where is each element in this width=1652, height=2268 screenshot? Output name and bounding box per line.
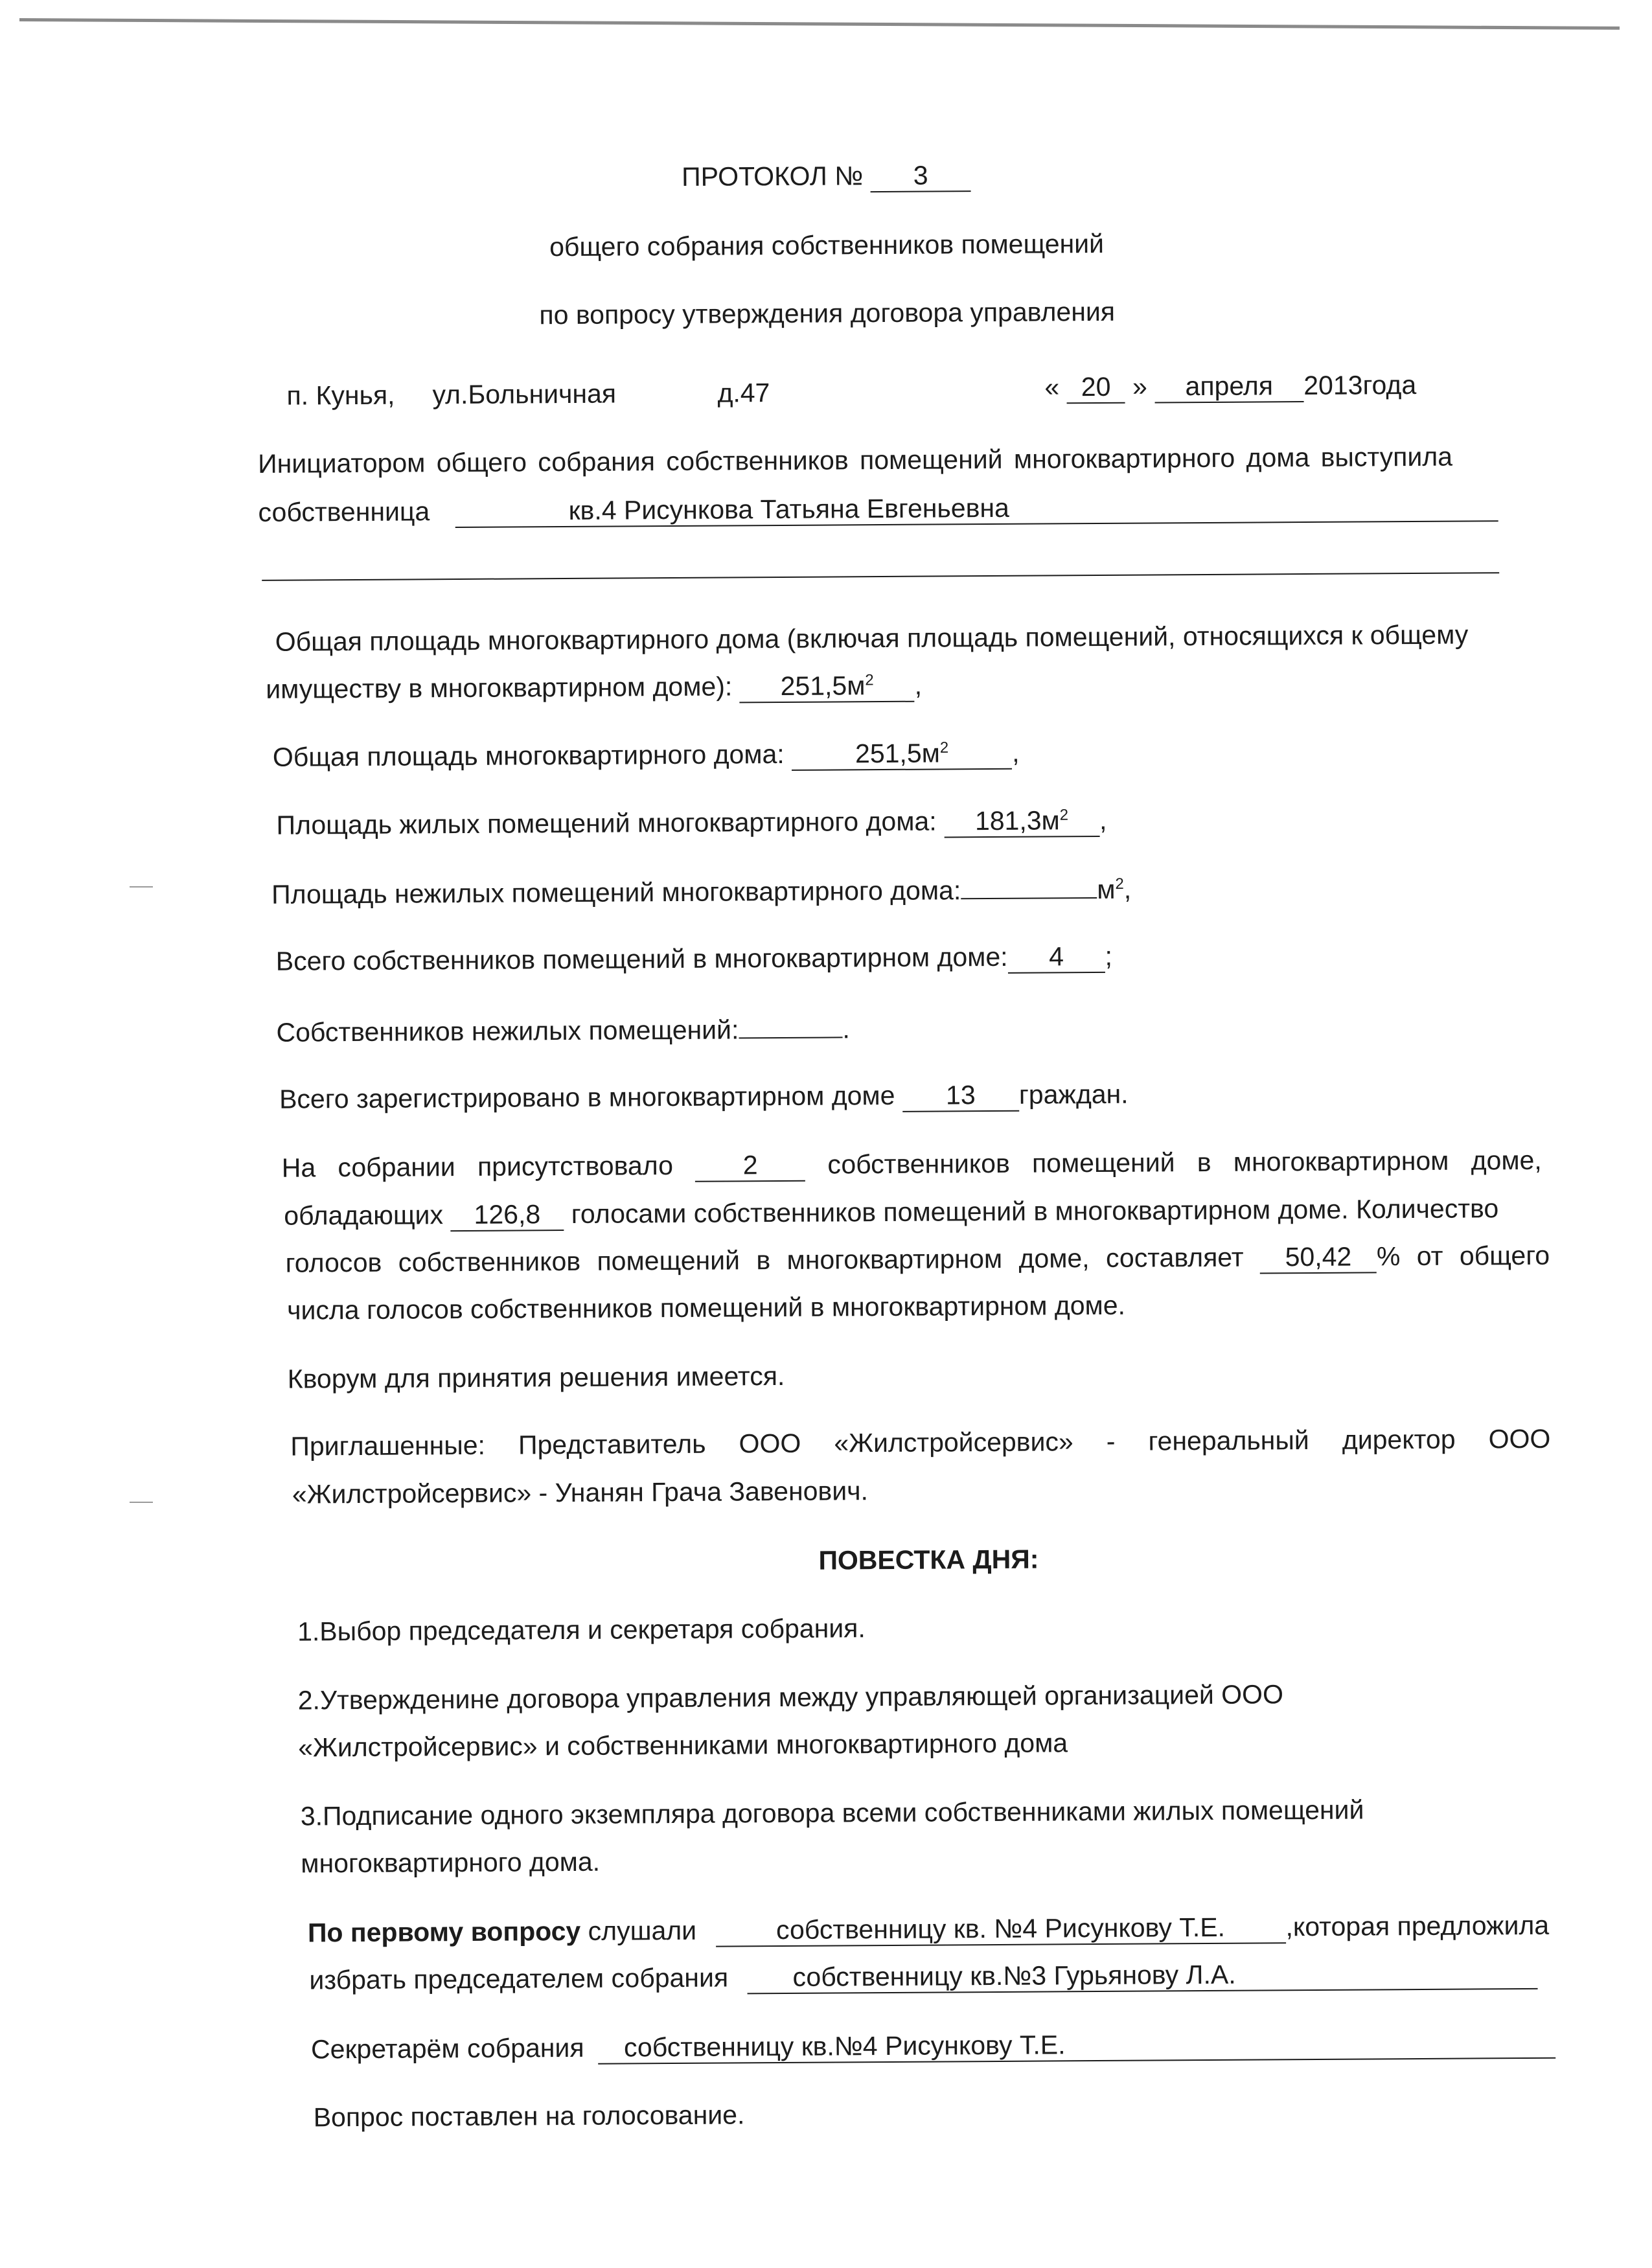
quorum-text: Кворум для принятия решения имеется.	[287, 1360, 785, 1394]
protocol-number: 3	[871, 160, 971, 192]
protocol-subtitle: общего собрания собственников помещений	[549, 228, 1105, 262]
date-year: 2013года	[1303, 369, 1417, 401]
registered-citizens: Всего зарегистрировано в многоквартирном доме 13 граждан.	[279, 1079, 1129, 1114]
scan-mark	[130, 1502, 153, 1503]
first-question-label: По первому вопросу	[307, 1916, 581, 1948]
blank-underline	[262, 545, 1499, 581]
total-area-incl-value: $251,5м^2$	[740, 670, 915, 704]
registered-value: 13	[902, 1080, 1019, 1112]
living-area: Площадь жилых помещений многоквартирного дома: $181,3м^2$ ,	[276, 805, 1107, 840]
agenda-item-2: 2.Утвержденине договора управления между управляющей организацией ООО	[297, 1679, 1284, 1715]
agenda-item-3-cont: многоквартирного дома.	[301, 1846, 601, 1879]
secretary-line: Секретарём собрания собственницу кв.№4 Рисункову Т.Е.	[311, 2026, 1555, 2067]
speaker-value: собственницу кв. №4 Рисункову Т.Е.	[715, 1912, 1285, 1947]
chair-value: собственницу кв.№3 Гурьянову Л.А.	[747, 1958, 1537, 1995]
first-question-line1: По первому вопросу слушали собственницу кв. №4 Рисункову Т.Е. ,которая предложила	[307, 1910, 1550, 1948]
first-question-line2: избрать председателем собрания собственницу кв.№3 Гурьянову Л.А.	[309, 1957, 1537, 1997]
owners-total: Всего собственников помещений в многоквартирном доме: 4 ;	[275, 941, 1113, 976]
scan-mark	[130, 886, 153, 888]
protocol-title: ПРОТОКОЛ № 3	[0, 155, 1652, 198]
nonliving-area: Площадь нежилых помещений многоквартирного дома: $м^2$,	[271, 873, 1131, 911]
percent-value: 50,42	[1260, 1241, 1377, 1274]
owners-nonliving: Собственников нежилых помещений: .	[276, 1012, 850, 1049]
total-area-value: $251,5м^2$	[792, 738, 1012, 771]
initiator-value: кв.4 Рисункова Татьяна Евгеньевна	[455, 490, 1498, 528]
nonliving-area-value	[961, 873, 1097, 899]
owners-nonliving-value	[739, 1012, 842, 1038]
owners-total-value: 4	[1007, 941, 1105, 974]
attendance-count: 2	[695, 1150, 805, 1182]
vote-text: Вопрос поставлен на голосование.	[313, 2100, 745, 2133]
invited-line2: «Жилстройсервис» - Унанян Грача Завенович.	[292, 1476, 869, 1509]
agenda-item-1: 1.Выбор председателя и секретаря собрания.	[297, 1613, 866, 1647]
date-day: 20	[1067, 372, 1125, 404]
meeting-date: « 20 » апреля 2013года	[1044, 369, 1416, 404]
living-area-value: $181,3м^2$	[944, 805, 1099, 838]
total-area-incl-line1: Общая площадь многоквартирного дома (включая площадь помещений, относящихся к общему	[275, 619, 1469, 657]
attendance-line1: На собрании присутствовало 2 собственников помещений в многоквартирном доме,	[281, 1145, 1542, 1183]
initiator-owner: собственница кв.4 Рисункова Татьяна Евгеньевна	[258, 489, 1498, 529]
location-house: д.47	[717, 378, 770, 408]
attendance-line3: голосов собственников помещений в многоквартирном доме, составляет 50,42 % от общего	[285, 1240, 1550, 1278]
initiator-line: Инициатором общего собрания собственников помещений многоквартирного дома выступила	[257, 441, 1453, 479]
date-month: апреля	[1154, 371, 1303, 404]
location-town: п. Кунья,	[286, 380, 395, 411]
secretary-value: собственницу кв.№4 Рисункову Т.Е.	[598, 2027, 1555, 2065]
attendance-line4: числа голосов собственников помещений в многоквартирном доме.	[286, 1290, 1126, 1325]
agenda-item-3: 3.Подписание одного экземпляра договора всеми собственниками жилых помещений	[300, 1794, 1364, 1831]
agenda-title: ПОВЕСТКА ДНЯ:	[818, 1544, 1039, 1575]
protocol-subtitle-2: по вопросу утверждения договора управления	[539, 296, 1116, 330]
total-area: Общая площадь многоквартирного дома: $251,5м^2$ ,	[272, 737, 1020, 772]
total-area-incl: имуществу в многоквартирном доме): $251,5м^2$ ,	[266, 670, 923, 704]
scan-edge-line	[19, 18, 1620, 30]
location-street: ул.Больничная	[432, 378, 617, 410]
invited-line1: Приглашенные: Представитель ООО «Жилстройсервис» - генеральный директор ООО	[290, 1423, 1551, 1461]
agenda-item-2-cont: «Жилстройсервис» и собственниками многоквартирного дома	[298, 1728, 1068, 1763]
votes-value: 126,8	[450, 1199, 564, 1231]
attendance-line2: обладающих 126,8 голосами собственников помещений в многоквартирном доме. Количество	[284, 1193, 1499, 1231]
